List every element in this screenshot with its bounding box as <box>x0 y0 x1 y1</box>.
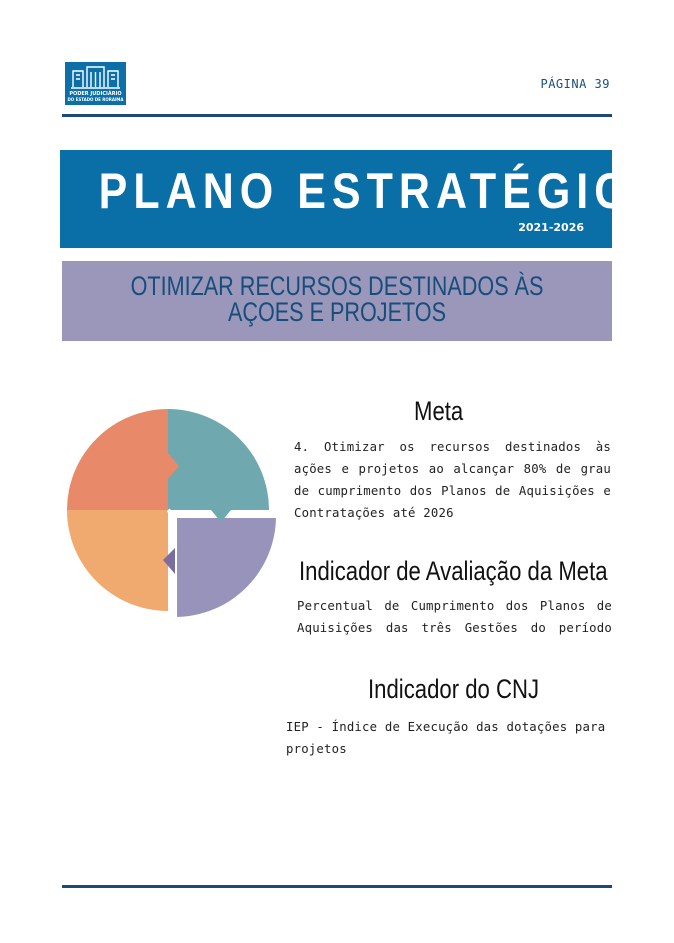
meta-line: 4. Otimizar os recursos destinados às <box>294 440 611 454</box>
puzzle-piece-bottom-right <box>175 516 276 617</box>
indicator-heading: Indicador de Avaliação da Meta <box>299 556 608 586</box>
meta-line: Contratações até 2026 <box>294 506 454 520</box>
objective-banner <box>62 261 612 341</box>
logo-text-line1: PODER JUDICIÁRIO <box>69 91 122 97</box>
court-logo <box>65 62 126 105</box>
meta-heading: Meta <box>414 396 464 426</box>
objective-title-line2: AÇOES E PROJETOS <box>227 297 447 327</box>
meta-description <box>294 436 611 524</box>
puzzle-piece-bottom-left <box>67 510 168 611</box>
page-number: PÁGINA 39 <box>540 77 610 91</box>
cnj-description <box>286 716 612 760</box>
indicator-line: Aquisições das três Gestões do período <box>297 621 612 635</box>
cnj-heading: Indicador do CNJ <box>368 674 540 704</box>
title-banner <box>60 150 671 248</box>
puzzle-piece-top-right <box>168 409 269 510</box>
meta-line: ações e projetos ao alcançar 80% de grau <box>294 462 611 476</box>
court-building-icon <box>65 62 126 92</box>
page-title: PLANO ESTRATÉGICO <box>98 163 671 219</box>
cnj-line: projetos <box>286 742 347 756</box>
puzzle-piece-top-left <box>67 409 168 510</box>
objective-title-line1: OTIMIZAR RECURSOS DESTINADOS ÀS <box>130 271 544 301</box>
footer-divider <box>62 885 612 888</box>
indicator-description <box>297 595 612 639</box>
cnj-line: IEP - Índice de Execução das dotações para <box>286 720 606 734</box>
meta-line: de cumprimento dos Planos de Aquisições e <box>294 484 611 498</box>
indicator-line: Percentual de Cumprimento dos Planos de <box>297 599 612 613</box>
puzzle-circle-graphic <box>66 408 280 622</box>
logo-text-line2: DO ESTADO DE RORAIMA <box>67 97 124 102</box>
header-divider <box>62 114 612 117</box>
plan-years: 2021-2026 <box>518 221 584 234</box>
